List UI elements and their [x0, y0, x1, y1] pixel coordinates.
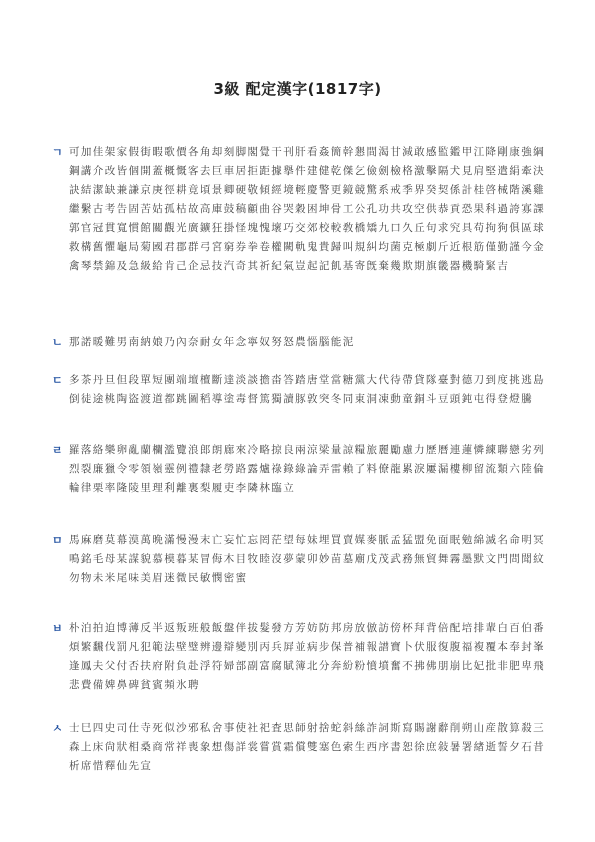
- hanja-list: 多茶丹旦但段單短團端壇檀斷達淡談擔畓答踏唐堂當糖黨大代待帶貸隊臺對德刀到度挑逃島倒徒途桃陶盜渡道都跳圖稻導塗毒督篤獨讀豚敦突冬同東洞凍動童銅斗豆頭鈍屯得登燈騰: [69, 374, 545, 405]
- hanja-list: 羅落絡樂卵亂蘭欄濫覽浪郎朗廊來冷略掠良兩涼梁量諒糧旅麗勵慮力歷曆連蓮憐練聯戀劣列烈裂廉獵令零領嶺靈例禮隸老勞路露爐祿錄綠論弄雷賴了料僚龍累淚屢漏樓柳留流類六陸倫輪律栗率隆陵里理利離裏梨履吏李隣林臨立: [69, 444, 545, 494]
- section-marker: ㅂ: [52, 622, 63, 635]
- hanja-list: 朴泊拍迫博薄反半返叛班般飯盤伴拔髮發方芳妨防邦房放倣訪傍杯拜背倍配培排輩白百伯番煩繁飜伐罰凡犯範法壁璧辨邊辯變別丙兵屛並病步保普補報譜寶卜伏服復腹福複覆本奉封峯逢鳳夫父付否扶府附負赴浮符婦部副富腐賦簿北分奔紛粉憤墳奮不拂佛朋崩比妃批非肥卑飛悲費備婢鼻碑貧賓頻氷聘: [69, 622, 545, 691]
- hanja-list: 士巳四史司仕寺死似沙邪私舍事使社祀査思師射捨蛇斜絲詐詞斯寫賜謝辭削朔山産散算殺三森上床尙狀相桑商常祥喪象想傷詳裳嘗賞霜償雙塞色索生西序書恕徐庶敍暑署緖逝誓夕石昔析席惜釋仙先宣: [69, 722, 545, 772]
- hanja-list: 可加佳架家假街暇歌價各角却刻脚閣覺干刊肝看姦簡幹懇間渴甘減敢感監鑑甲江降剛康強綱鋼講介改皆個開蓋概慨客去巨車居拒距據擧件建健乾傑乞儉劍檢格激擊隔犬見肩堅遣絹牽決訣結潔缺兼謙京庚徑耕竟頃景卿硬敬傾經境輕慶警更鏡競驚系戒季界癸契係計桂啓械階溪雞繼繫古考告固苦姑孤枯故高庫鼓稿顧曲谷哭穀困坤骨工公孔功共攻空供恭貢恐果科過誇寡課郭官冠貫寬慣館關觀光廣鑛狂掛怪塊愧壞巧交郊校較敎橋矯九口久丘句求究具苟拘狗俱區球救構舊懼龜局菊國君郡群弓宮窮券拳卷權闕軌鬼貴歸叫規糾均菌克極劇斤近根筋僅勤謹今金禽琴禁錦及急級給肯己企忌技汽奇其祈紀氣豈起記飢基寄旣棄幾欺期旗畿器機騎緊吉: [69, 146, 545, 272]
- section-marker: ㄴ: [52, 336, 63, 349]
- section-marker: ㅅ: [52, 722, 63, 735]
- section-marker: ㅁ: [52, 534, 63, 547]
- hanja-list: 馬麻磨莫幕漠萬晩滿慢漫末亡妄忙忘罔茫望每妹埋買賣媒麥脈孟猛盟免面眠勉綿滅名命明冥鳴銘毛母某謀貌慕模暮某冒侮木目牧睦沒夢蒙卯妙苗墓廟戊茂武務無貿舞霧墨默文門問聞紋勿物未米尾味美眉迷微民敏憫密蜜: [69, 534, 545, 584]
- hanja-list: 那諾暖難男南納娘乃內奈耐女年念寧奴努怒農惱腦能泥: [69, 336, 355, 348]
- section-marker: ㄹ: [52, 444, 63, 457]
- page-title: 3級 配定漢字(1817字): [213, 80, 382, 98]
- section-marker: ㄷ: [52, 374, 63, 387]
- section-marker: ㄱ: [52, 146, 63, 159]
